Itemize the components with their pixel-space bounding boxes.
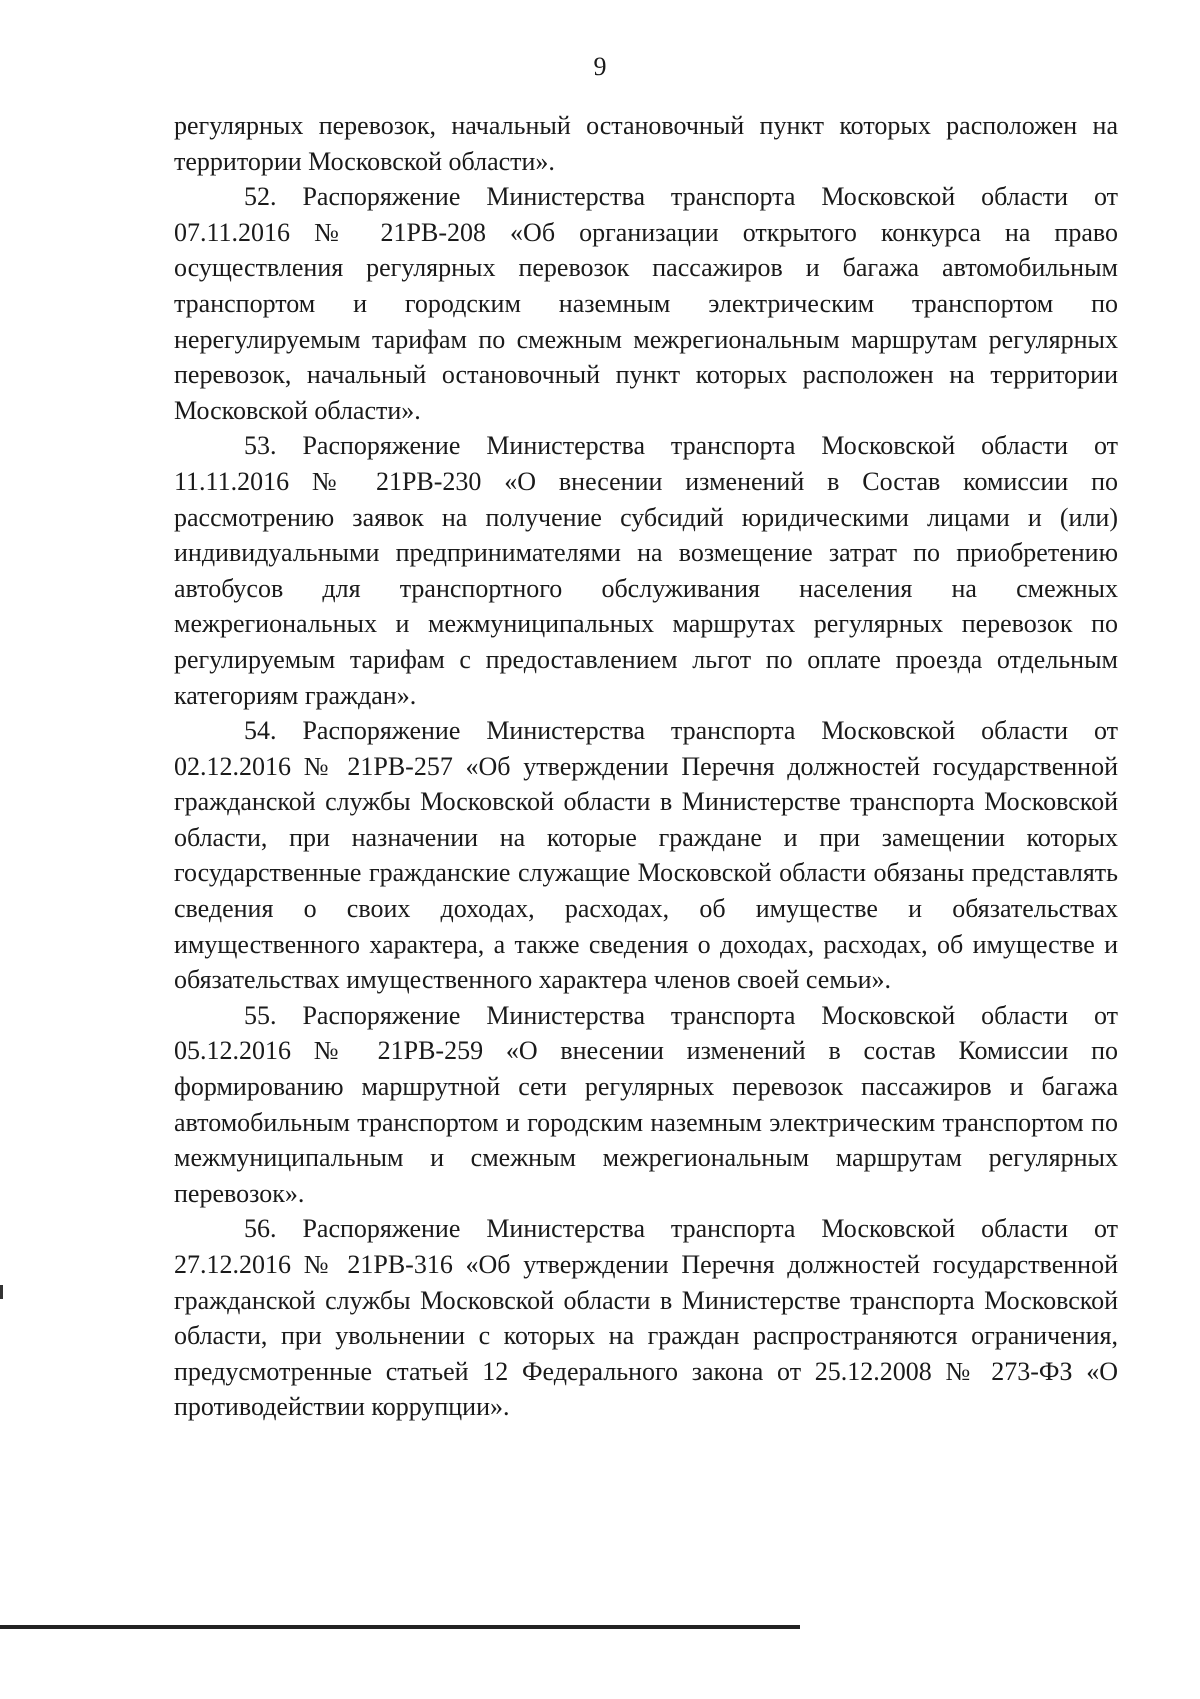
- list-item-56: [174, 1211, 1118, 1425]
- list-item-55: [174, 998, 1118, 1212]
- item-number: 55.: [244, 1000, 277, 1030]
- list-item-54: [174, 713, 1118, 998]
- item-number: 54.: [244, 716, 277, 746]
- item-text: Распоряжение Министерства транспорта Московской области от 07.11.2016 № 21РВ-208 «Об организации открытого конкурса на право осуществления регулярных перевозок пассажиров и багажа автомобильным транспортом и городским наземным электрическим транспортом по нерегулируемым тарифам по смежным межрегиональным маршрутам регулярных перевозок, начальный остановочный пункт которых расположен на территории Московской области».: [174, 182, 1118, 425]
- document-body: [174, 108, 1118, 1425]
- item-number: 56.: [244, 1214, 277, 1244]
- list-item-53: [174, 428, 1118, 713]
- list-item-52: [174, 179, 1118, 428]
- paragraph-continuation: регулярных перевозок, начальный остановочный пункт которых расположен на территории Московской области».: [174, 111, 1118, 176]
- item-number: 52.: [244, 182, 277, 212]
- scan-edge-mark: [0, 1285, 3, 1299]
- item-text: Распоряжение Министерства транспорта Московской области от 02.12.2016 № 21РВ-257 «Об утверждении Перечня должностей государственной гражданской службы Московской области в Министерстве транспорта Московской области, при назначении на которые граждане и при замещении которых государственные гражданские служащие Московской области обязаны представлять сведения о своих доходах, расходах, об имуществе и обязательствах имущественного характера, а также сведения о доходах, расходах, об имуществе и обязательствах имущественного характера членов своей семьи».: [174, 716, 1118, 995]
- item-text: Распоряжение Министерства транспорта Московской области от 27.12.2016 № 21РВ-316 «Об утверждении Перечня должностей государственной гражданской службы Московской области в Министерстве транспорта Московской области, при увольнении с которых на граждан распространяются ограничения, предусмотренные статьей 12 Федерального закона от 25.12.2008 № 273-ФЗ «О противодействии коррупции».: [174, 1214, 1118, 1422]
- item-number: 53.: [244, 431, 277, 461]
- page-number: 9: [593, 52, 607, 81]
- item-text: Распоряжение Министерства транспорта Московской области от 11.11.2016 № 21РВ-230 «О внесении изменений в Состав комиссии по рассмотрению заявок на получение субсидий юридическими лицами и (или) индивидуальными предпринимателями на возмещение затрат по приобретению автобусов для транспортного обслуживания населения на смежных межрегиональных и межмуниципальных маршрутах регулярных перевозок по регулируемым тарифам с предоставлением льгот по оплате проезда отдельным категориям граждан».: [174, 431, 1118, 710]
- bottom-rule: [0, 1625, 800, 1629]
- item-text: Распоряжение Министерства транспорта Московской области от 05.12.2016 № 21РВ-259 «О внесении изменений в состав Комиссии по формированию маршрутной сети регулярных перевозок пассажиров и багажа автомобильным транспортом и городским наземным электрическим транспортом по межмуниципальным и смежным межрегиональным маршрутам регулярных перевозок».: [174, 1000, 1118, 1208]
